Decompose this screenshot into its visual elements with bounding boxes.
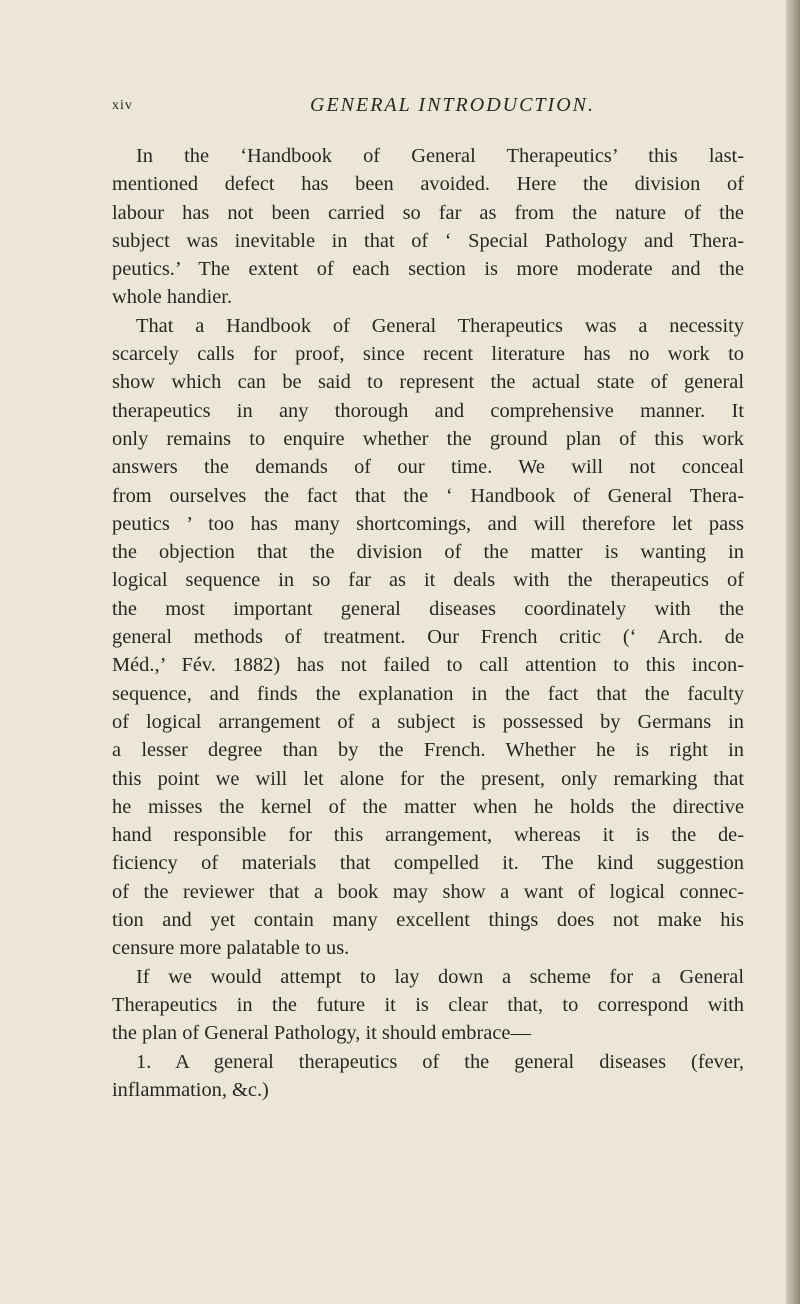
text-line: the most important general diseases coordinately with the — [112, 597, 744, 620]
text-line: ficiency of materials that compelled it. The kind suggestion — [112, 852, 744, 875]
text-line: Therapeutics in the future it is clear that, to correspond with — [112, 993, 744, 1016]
text-line: therapeutics in any thorough and comprehensive manner. It — [112, 399, 744, 422]
text-line: Méd.,’ Fév. 1882) has not failed to call attention to this incon- — [112, 654, 744, 677]
page-number: xiv — [112, 98, 133, 113]
text-line: sequence, and finds the explanation in the fact that the faculty — [112, 682, 744, 705]
text-line: tion and yet contain many excellent things does not make his — [112, 909, 744, 932]
page-edge — [786, 0, 800, 1304]
text-line: of logical arrangement of a subject is possessed by Germans in — [112, 710, 744, 733]
text-line: labour has not been carried so far as from the nature of the — [112, 201, 744, 224]
text-line: a lesser degree than by the French. Whether he is right in — [112, 739, 744, 762]
text-line: mentioned defect has been avoided. Here the division of — [112, 173, 744, 196]
text-line: subject was inevitable in that of ‘ Special Pathology and Thera- — [112, 229, 744, 252]
paragraph — [112, 963, 744, 1048]
text-line: whole handier. — [112, 286, 233, 309]
running-title: GENERAL INTRODUCTION. — [310, 94, 595, 116]
text-line: answers the demands of our time. We will not conceal — [112, 456, 744, 479]
body-text — [112, 142, 744, 1104]
text-line: scarcely calls for proof, since recent literature has no work to — [112, 343, 744, 366]
text-line: from ourselves the fact that the ‘ Handbook of General Thera- — [112, 484, 744, 507]
text-line: hand responsible for this arrangement, whereas it is the de- — [112, 824, 744, 847]
text-line: the plan of General Pathology, it should embrace— — [112, 1022, 531, 1045]
text-line: In the ‘Handbook of General Therapeutics’ this last- — [136, 145, 744, 167]
text-line: inflammation, &c.) — [112, 1078, 269, 1101]
text-line: peutics.’ The extent of each section is more moderate and the — [112, 258, 744, 281]
text-line: 1. A general therapeutics of the general diseases (fever, — [136, 1050, 744, 1073]
text-line: only remains to enquire whether the ground plan of this work — [112, 427, 744, 450]
text-line: the objection that the division of the matter is wanting in — [112, 541, 744, 564]
text-line: show which can be said to represent the actual state of general — [112, 371, 744, 394]
text-line: of the reviewer that a book may show a want of logical connec- — [112, 880, 744, 903]
text-line: general methods of treatment. Our French critic (‘ Arch. de — [112, 626, 744, 649]
paragraph — [112, 312, 744, 963]
text-line: censure more palatable to us. — [112, 937, 350, 960]
paragraph — [112, 142, 744, 312]
paragraph — [112, 1048, 744, 1105]
text-line: If we would attempt to lay down a scheme for a General — [136, 965, 744, 988]
page-header — [112, 92, 672, 122]
text-line: logical sequence in so far as it deals with the therapeutics of — [112, 569, 744, 592]
text-line: That a Handbook of General Therapeutics was a necessity — [136, 314, 744, 337]
text-line: he misses the kernel of the matter when he holds the directive — [112, 795, 744, 818]
text-line: this point we will let alone for the present, only remarking that — [112, 767, 744, 790]
text-line: peutics ’ too has many shortcomings, and will therefore let pass — [112, 512, 744, 535]
